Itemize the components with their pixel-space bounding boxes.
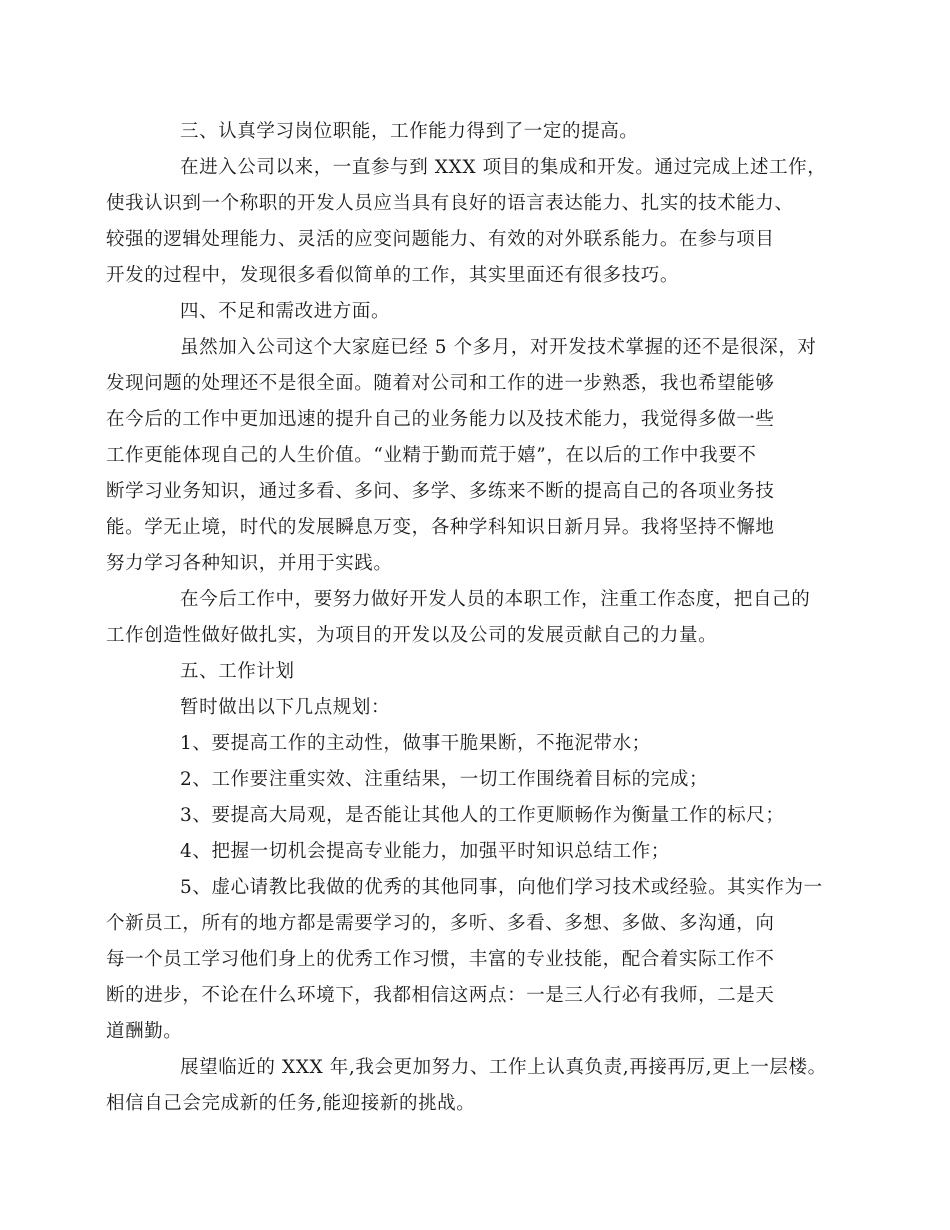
list-item-plan-5 <box>106 870 823 1050</box>
text-line: 在今后工作中，要努力做好开发人员的本职工作，注重工作态度，把自己的 <box>180 589 811 610</box>
text-line: 四、不足和需改进方面。 <box>180 301 391 322</box>
paragraph-project-experience <box>106 150 827 294</box>
text-line: 展望临近的 XXX 年,我会更加努力、工作上认真负责,再接再厉,更上一层楼。 <box>180 1057 827 1078</box>
paragraph-shortcomings <box>106 330 823 582</box>
text-line: 五、工作计划 <box>180 661 295 682</box>
text-line: 发现问题的处理还不是很全面。随着对公司和工作的进一步熟悉，我也希望能够 <box>106 373 775 394</box>
paragraph-section-four-heading <box>143 294 823 330</box>
text-line: 工作创造性做好做扎实，为项目的开发以及公司的发展贡献自己的力量。 <box>106 625 718 646</box>
text-line: 使我认识到一个称职的开发人员应当具有良好的语言表达能力、扎实的技术能力、 <box>106 193 794 214</box>
paragraph-future-work <box>106 582 823 654</box>
text-line: 个新员工，所有的地方都是需要学习的，多听、多看、多想、多做、多沟通，向 <box>106 913 775 934</box>
text-line: 工作更能体现自己的人生价值。“业精于勤而荒于嬉”，在以后的工作中我要不 <box>106 445 757 466</box>
list-item-plan-2 <box>143 762 823 798</box>
text-line: 4、把握一切机会提高专业能力，加强平时知识总结工作； <box>180 841 670 862</box>
list-item-plan-4 <box>143 834 823 870</box>
text-line: 三、认真学习岗位职能，工作能力得到了一定的提高。 <box>180 121 639 142</box>
text-line: 断的进步，不论在什么环境下，我都相信这两点：一是三人行必有我师，二是天 <box>106 985 775 1006</box>
text-line: 断学习业务知识，通过多看、多问、多学、多练来不断的提高自己的各项业务技 <box>106 481 775 502</box>
text-line: 能。学无止境，时代的发展瞬息万变，各种学科知识日新月异。我将坚持不懈地 <box>106 517 775 538</box>
paragraph-outlook <box>106 1050 827 1122</box>
text-line: 虽然加入公司这个大家庭已经 5 个多月，对开发技术掌握的还不是很深，对 <box>180 337 817 358</box>
list-item-plan-3 <box>143 798 823 834</box>
text-line: 2、工作要注重实效、注重结果，一切工作围绕着目标的完成； <box>180 769 709 790</box>
text-line: 1、要提高工作的主动性，做事干脆果断，不拖泥带水； <box>180 733 651 754</box>
paragraph-plan-intro <box>143 690 823 726</box>
document-body <box>106 114 827 1122</box>
text-line: 努力学习各种知识，并用于实践。 <box>106 553 393 574</box>
paragraph-section-three-heading <box>143 114 823 150</box>
text-line: 道酬勤。 <box>106 1021 183 1042</box>
text-line: 暂时做出以下几点规划： <box>180 697 391 718</box>
text-line: 在进入公司以来，一直参与到 XXX 项目的集成和开发。通过完成上述工作， <box>180 157 827 178</box>
list-item-plan-1 <box>143 726 823 762</box>
text-line: 3、要提高大局观，是否能让其他人的工作更顺畅作为衡量工作的标尺； <box>180 805 785 826</box>
text-line: 开发的过程中，发现很多看似简单的工作，其实里面还有很多技巧。 <box>106 265 680 286</box>
text-line: 在今后的工作中更加迅速的提升自己的业务能力以及技术能力，我觉得多做一些 <box>106 409 775 430</box>
text-line: 相信自己会完成新的任务,能迎接新的挑战。 <box>106 1093 476 1114</box>
paragraph-section-five-heading <box>143 654 823 690</box>
text-line: 每一个员工学习他们身上的优秀工作习惯，丰富的专业技能，配合着实际工作不 <box>106 949 775 970</box>
text-line: 5、虚心请教比我做的优秀的其他同事，向他们学习技术或经验。其实作为一 <box>180 877 823 898</box>
text-line: 较强的逻辑处理能力、灵活的应变问题能力、有效的对外联系能力。在参与项目 <box>106 229 775 250</box>
